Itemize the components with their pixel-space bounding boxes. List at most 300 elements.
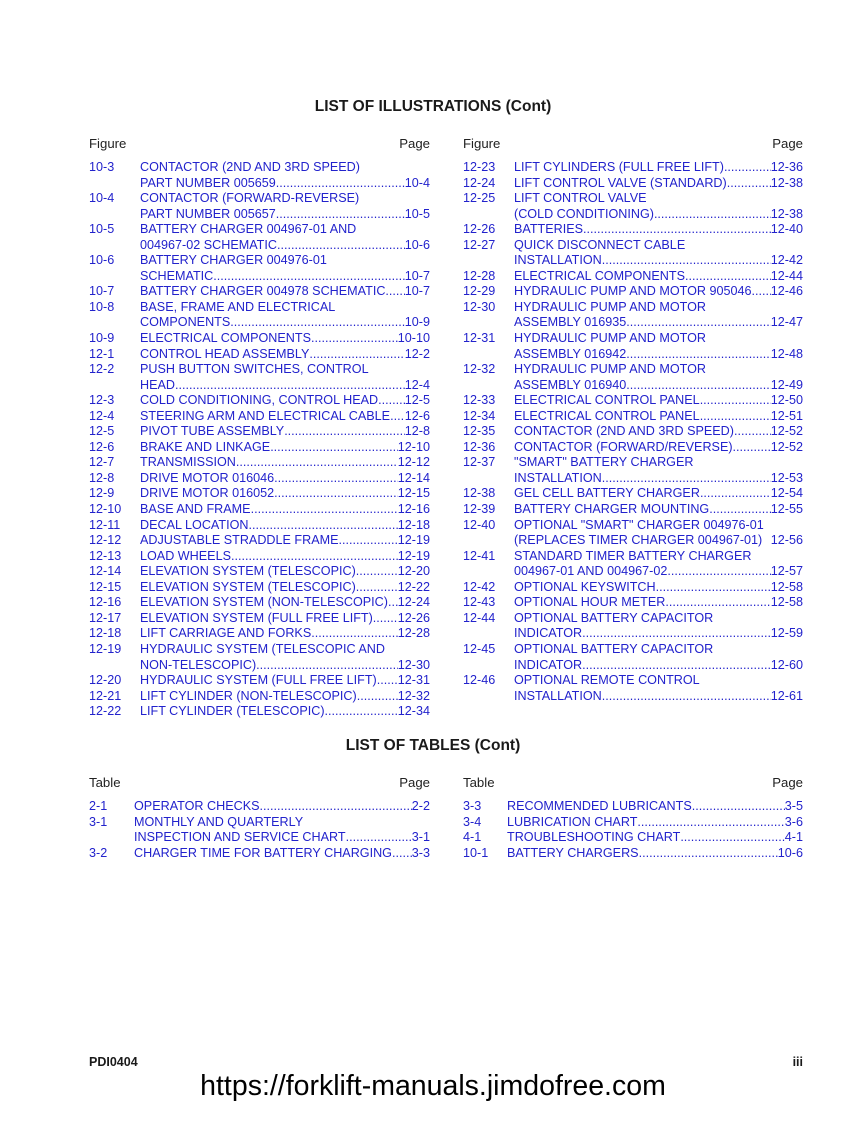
entry-page: 12-8 [404, 424, 430, 439]
toc-entry-line[interactable] [89, 440, 430, 456]
entry-title: (REPLACES TIMER CHARGER 004967-01) [514, 533, 763, 548]
entry-number: 2-1 [89, 799, 108, 813]
toc-entry-line[interactable] [89, 455, 430, 471]
toc-entry-line[interactable] [463, 191, 803, 207]
entry-number: 12-21 [89, 688, 122, 703]
toc-entry-line[interactable] [89, 362, 430, 378]
toc-entry-line[interactable] [463, 300, 803, 316]
entry-title: OPTIONAL BATTERY CAPACITOR [514, 610, 714, 625]
toc-entry-line[interactable] [89, 673, 430, 689]
entry-number: 12-2 [89, 362, 115, 377]
entry-number [89, 238, 140, 254]
entry-page: 12-61 [770, 688, 803, 703]
entry-page: 12-52 [770, 439, 803, 454]
toc-entry-line[interactable] [463, 253, 803, 269]
watermark-url: https://forklift-manuals.jimdofree.com [200, 1070, 666, 1102]
entry-page: 12-40 [770, 222, 803, 237]
toc-entry-line[interactable] [89, 533, 430, 549]
dot-leader [274, 486, 398, 502]
toc-entry-line[interactable] [89, 378, 430, 394]
toc-entry-line[interactable] [89, 626, 430, 642]
entry-number: 12-45 [463, 641, 496, 656]
toc-entry-line[interactable] [89, 799, 430, 815]
toc-entry-line[interactable] [463, 455, 803, 471]
entry-title: CONTACTOR (2ND AND 3RD SPEED) [514, 424, 734, 439]
entry-number: 12-3 [89, 393, 115, 408]
entry-number: 10-9 [89, 331, 115, 346]
entry-title: (COLD CONDITIONING) [514, 206, 654, 221]
entry-page: 4-1 [784, 830, 803, 845]
toc-entry-line[interactable] [89, 331, 430, 347]
entry-title: ELECTRICAL CONTROL PANEL [514, 393, 700, 408]
dot-leader [339, 533, 398, 549]
entry-number: 12-41 [463, 548, 496, 563]
toc-entry-line[interactable] [89, 518, 430, 534]
entry-page: 3-3 [411, 845, 430, 860]
toc-entry-line[interactable] [463, 486, 803, 502]
entry-title: CONTACTOR (2ND AND 3RD SPEED) [140, 160, 360, 174]
entry-number: 12-20 [89, 673, 122, 688]
toc-entry-line[interactable] [463, 502, 803, 518]
entry-number: 12-1 [89, 346, 115, 361]
toc-entry-line[interactable] [463, 160, 803, 176]
entry-title: OPERATOR CHECKS [134, 799, 260, 813]
entry-page: 12-28 [397, 626, 430, 641]
toc-entry-line[interactable] [463, 799, 803, 815]
toc-entry-line[interactable] [463, 284, 803, 300]
entry-page: 12-34 [397, 704, 430, 719]
entry-title: INSTALLATION [514, 688, 602, 703]
entry-page: 12-60 [770, 657, 803, 672]
dot-leader [385, 284, 404, 300]
toc-entry-line[interactable] [89, 658, 430, 674]
entry-title: CHARGER TIME FOR BATTERY CHARGING [134, 845, 392, 860]
toc-entry-line[interactable] [89, 642, 430, 658]
dot-leader [582, 626, 771, 642]
toc-entry-line[interactable] [89, 830, 430, 846]
toc-entry-line[interactable] [89, 300, 430, 316]
entry-number: 12-33 [463, 393, 496, 408]
entry-number: 12-16 [89, 595, 122, 610]
entry-page: 12-14 [397, 470, 430, 485]
entry-number: 12-42 [463, 579, 496, 594]
toc-entry-line[interactable] [463, 564, 803, 580]
entry-number: 12-37 [463, 455, 496, 470]
dot-leader [276, 176, 405, 192]
toc-entry-line[interactable] [463, 238, 803, 254]
entry-title: ELECTRICAL COMPONENTS [514, 268, 685, 283]
toc-entry-line[interactable] [463, 689, 803, 705]
dot-leader [270, 440, 398, 456]
entry-title: BATTERY CHARGERS [507, 845, 639, 860]
entry-page: 10-6 [777, 845, 803, 860]
entry-page: 12-15 [397, 486, 430, 501]
dot-leader [602, 253, 771, 269]
entry-title: ELECTRICAL COMPONENTS [140, 331, 311, 346]
entry-number: 12-18 [89, 626, 122, 641]
table-header: Table [89, 775, 121, 790]
entry-number: 12-24 [463, 175, 496, 190]
entry-page: 10-7 [404, 284, 430, 299]
entry-title: INDICATOR [514, 657, 583, 672]
dot-leader [733, 440, 771, 456]
entry-page: 12-58 [770, 595, 803, 610]
dot-leader [692, 799, 785, 815]
entry-number: 12-46 [463, 673, 496, 688]
figure-header: Figure [463, 136, 501, 151]
entry-page: 12-22 [397, 579, 430, 594]
dot-leader [727, 176, 771, 192]
entry-number: 12-43 [463, 595, 496, 610]
dot-leader [639, 846, 778, 862]
entry-title: CONTROL HEAD ASSEMBLY [140, 346, 310, 361]
entry-title: TRANSMISSION [140, 455, 236, 470]
toc-entry-line[interactable] [89, 815, 430, 831]
entry-title: PART NUMBER 005659 [140, 175, 276, 190]
entry-number: 10-4 [89, 191, 115, 206]
entry-number: 12-23 [463, 160, 496, 174]
entry-page: 3-1 [411, 830, 430, 845]
entry-page: 12-56 [770, 533, 803, 548]
entry-number: 12-6 [89, 439, 115, 454]
toc-entry-line[interactable] [463, 424, 803, 440]
entry-page: 2-2 [411, 799, 430, 813]
entry-page: 12-51 [770, 408, 803, 423]
entry-page: 12-16 [397, 502, 430, 517]
entry-title: COLD CONDITIONING, CONTROL HEAD [140, 393, 379, 408]
entry-number: 12-36 [463, 439, 496, 454]
entry-number: 12-12 [89, 533, 122, 548]
entry-page: 12-55 [770, 502, 803, 517]
entry-page: 10-5 [404, 206, 430, 221]
entry-number [89, 830, 134, 846]
entry-number: 12-29 [463, 284, 496, 299]
entry-number [463, 658, 514, 674]
entry-number: 12-22 [89, 704, 122, 719]
toc-entry-line[interactable] [463, 222, 803, 238]
entry-number [89, 378, 140, 394]
toc-entry-line[interactable] [89, 315, 430, 331]
toc-entry-line[interactable] [463, 471, 803, 487]
toc-entry-line[interactable] [463, 331, 803, 347]
toc-entry-line[interactable] [89, 611, 430, 627]
dot-leader [654, 207, 771, 223]
entry-page: 12-19 [397, 548, 430, 563]
entry-number: 12-39 [463, 502, 496, 517]
entry-page: 12-44 [770, 268, 803, 283]
entry-list [89, 160, 430, 720]
entry-title: HYDRAULIC PUMP AND MOTOR 905046 [514, 284, 752, 299]
entry-page: 12-2 [404, 346, 430, 361]
entry-page: 12-30 [397, 657, 430, 672]
entry-number [89, 315, 140, 331]
toc-entry-line[interactable] [463, 176, 803, 192]
toc-entry-line[interactable] [463, 611, 803, 627]
entry-page: 12-54 [770, 486, 803, 501]
dot-leader [680, 830, 784, 846]
entry-title: HYDRAULIC PUMP AND MOTOR [514, 299, 706, 314]
dot-leader [700, 486, 771, 502]
entry-title: ASSEMBLY 016940 [514, 377, 627, 392]
toc-entry-line[interactable] [463, 815, 803, 831]
entry-page: 12-5 [404, 393, 430, 408]
toc-entry-line[interactable] [463, 378, 803, 394]
entry-title: ELECTRICAL CONTROL PANEL [514, 408, 700, 423]
entry-number [89, 176, 140, 192]
entry-title: 004967-02 SCHEMATIC [140, 237, 277, 252]
entry-number: 12-30 [463, 299, 496, 314]
entry-number [463, 626, 514, 642]
entry-number: 12-13 [89, 548, 122, 563]
toc-entry-line[interactable] [89, 253, 430, 269]
dot-leader [665, 595, 770, 611]
entry-number: 12-9 [89, 486, 115, 501]
dot-leader [667, 564, 770, 580]
entry-page: 12-59 [770, 626, 803, 641]
dot-leader [356, 580, 398, 596]
toc-entry-line[interactable] [463, 549, 803, 565]
entry-title: LIFT CYLINDER (TELESCOPIC) [140, 704, 325, 719]
entry-page: 12-52 [770, 424, 803, 439]
entry-page: 12-32 [397, 688, 430, 703]
toc-entry-line[interactable] [463, 673, 803, 689]
dot-leader [325, 704, 398, 720]
column-header [89, 136, 430, 160]
toc-entry-line[interactable] [89, 595, 430, 611]
entry-page: 12-26 [397, 610, 430, 625]
toc-entry-line[interactable] [463, 626, 803, 642]
entry-title: DRIVE MOTOR 016046 [140, 470, 275, 485]
dot-leader [277, 238, 405, 254]
toc-entry-line[interactable] [89, 393, 430, 409]
entry-title: 004967-01 AND 004967-02 [514, 564, 668, 579]
entry-page: 3-6 [784, 814, 803, 829]
toc-entry-line[interactable] [89, 191, 430, 207]
page-header: Page [772, 775, 803, 790]
entry-list [463, 799, 803, 861]
entry-number: 12-44 [463, 610, 496, 625]
toc-entry-line[interactable] [89, 176, 430, 192]
entry-title: CONTACTOR (FORWARD-REVERSE) [140, 191, 360, 206]
dot-leader [709, 502, 771, 518]
entry-page: 12-36 [770, 160, 803, 174]
entry-title: BATTERY CHARGER 004976-01 [140, 253, 327, 268]
entry-number: 4-1 [463, 830, 482, 845]
entry-number [463, 564, 514, 580]
illustrations-right-column [463, 136, 803, 704]
entry-page: 10-10 [397, 331, 430, 346]
toc-entry-line[interactable] [89, 347, 430, 363]
entry-number: 12-11 [89, 517, 121, 532]
entry-title: OPTIONAL HOUR METER [514, 595, 666, 610]
dot-leader [626, 315, 771, 331]
entry-number [463, 347, 514, 363]
entry-title: TROUBLESHOOTING CHART [507, 830, 681, 845]
dot-leader [378, 393, 405, 409]
entry-title: HYDRAULIC PUMP AND MOTOR [514, 331, 706, 346]
entry-title: LIFT CONTROL VALVE [514, 191, 647, 206]
toc-entry-line[interactable] [89, 580, 430, 596]
entry-number: 10-5 [89, 222, 115, 237]
illustrations-left-column [89, 136, 430, 720]
dot-leader [390, 409, 405, 425]
entry-number: 10-6 [89, 253, 115, 268]
toc-entry-line[interactable] [89, 284, 430, 300]
entry-number: 12-25 [463, 191, 496, 206]
page-number: iii [792, 1055, 803, 1069]
entry-number: 12-15 [89, 579, 122, 594]
dot-leader [213, 269, 405, 285]
entry-number: 3-3 [463, 799, 482, 813]
entry-page: 12-53 [770, 470, 803, 485]
entry-page: 12-10 [397, 439, 430, 454]
entry-title: LIFT CYLINDERS (FULL FREE LIFT) [514, 160, 724, 174]
entry-title: BATTERY CHARGER MOUNTING [514, 502, 710, 517]
entry-title: RECOMMENDED LUBRICANTS [507, 799, 692, 813]
entry-title: HEAD [140, 377, 175, 392]
entry-number: 12-7 [89, 455, 115, 470]
entry-number: 12-40 [463, 517, 496, 532]
entry-page: 12-31 [397, 673, 430, 688]
page-header: Page [399, 136, 430, 151]
entry-number: 12-10 [89, 502, 122, 517]
entry-number: 12-4 [89, 408, 115, 423]
dot-leader [276, 207, 405, 223]
dot-leader [700, 409, 771, 425]
toc-entry-line[interactable] [463, 846, 803, 862]
tables-title: LIST OF TABLES (Cont) [345, 737, 521, 754]
toc-entry-line[interactable] [89, 846, 430, 862]
toc-entry-line[interactable] [463, 315, 803, 331]
dot-leader [392, 846, 412, 862]
toc-entry-line[interactable] [89, 222, 430, 238]
dot-leader [311, 331, 398, 347]
entry-number: 10-7 [89, 284, 115, 299]
dot-leader [251, 502, 398, 518]
entry-title: NON-TELESCOPIC) [140, 657, 257, 672]
page-header: Page [772, 136, 803, 151]
entry-title: INSTALLATION [514, 470, 602, 485]
entry-title: SCHEMATIC [140, 268, 214, 283]
toc-entry-line[interactable] [463, 269, 803, 285]
toc-entry-line[interactable] [89, 238, 430, 254]
dot-leader [734, 424, 771, 440]
toc-entry-line[interactable] [463, 409, 803, 425]
dot-leader [388, 595, 398, 611]
dot-leader [311, 626, 398, 642]
toc-entry-line[interactable] [463, 440, 803, 456]
entry-title: ELEVATION SYSTEM (TELESCOPIC) [140, 564, 356, 579]
toc-entry-line[interactable] [463, 595, 803, 611]
entry-title: INSTALLATION [514, 253, 602, 268]
entry-title: LOAD WHEELS [140, 548, 231, 563]
entry-page: 12-24 [397, 595, 430, 610]
toc-entry-line[interactable] [89, 207, 430, 223]
entry-title: OPTIONAL REMOTE CONTROL [514, 673, 700, 688]
entry-title: STANDARD TIMER BATTERY CHARGER [514, 548, 752, 563]
page-header: Page [399, 775, 430, 790]
entry-title: BATTERIES [514, 222, 584, 237]
toc-entry-line[interactable] [89, 424, 430, 440]
dot-leader [656, 580, 771, 596]
entry-number: 12-14 [89, 564, 122, 579]
toc-entry-line[interactable] [463, 642, 803, 658]
entry-number [463, 471, 514, 487]
dot-leader [762, 533, 771, 549]
entry-title: BATTERY CHARGER 004967-01 AND [140, 222, 357, 237]
dot-leader [346, 830, 412, 846]
toc-entry-line[interactable] [463, 518, 803, 534]
dot-leader [752, 284, 771, 300]
entry-page: 12-46 [770, 284, 803, 299]
entry-page: 12-58 [770, 579, 803, 594]
toc-entry-line[interactable] [463, 347, 803, 363]
toc-entry-line[interactable] [463, 362, 803, 378]
entry-title: PIVOT TUBE ASSEMBLY [140, 424, 285, 439]
toc-entry-line[interactable] [89, 409, 430, 425]
toc-entry-line[interactable] [89, 269, 430, 285]
toc-entry-line[interactable] [463, 207, 803, 223]
entry-number [463, 378, 514, 394]
entry-number: 10-8 [89, 299, 115, 314]
toc-entry-line[interactable] [463, 658, 803, 674]
dot-leader [256, 658, 398, 674]
dot-leader [377, 673, 398, 689]
entry-title: HYDRAULIC SYSTEM (FULL FREE LIFT) [140, 673, 377, 688]
toc-entry-line[interactable] [463, 533, 803, 549]
toc-entry-line[interactable] [89, 549, 430, 565]
entry-title: MONTHLY AND QUARTERLY [134, 814, 304, 829]
dot-leader [700, 393, 771, 409]
toc-entry-line[interactable] [89, 486, 430, 502]
dot-leader [309, 347, 404, 363]
toc-entry-line[interactable] [89, 160, 430, 176]
dot-leader [284, 424, 405, 440]
toc-entry-line[interactable] [89, 689, 430, 705]
entry-title: DECAL LOCATION [140, 517, 249, 532]
entry-title: STEERING ARM AND ELECTRICAL CABLE [140, 408, 391, 423]
toc-entry-line[interactable] [89, 564, 430, 580]
entry-number [89, 658, 140, 674]
entry-title: DRIVE MOTOR 016052 [140, 486, 275, 501]
illustrations-title: LIST OF ILLUSTRATIONS (Cont) [314, 98, 552, 115]
toc-entry-line[interactable] [89, 502, 430, 518]
entry-title: OPTIONAL KEYSWITCH [514, 579, 656, 594]
entry-page: 12-48 [770, 346, 803, 361]
entry-number [463, 253, 514, 269]
entry-number: 12-31 [463, 331, 496, 346]
entry-page: 12-12 [397, 455, 430, 470]
entry-title: ELEVATION SYSTEM (FULL FREE LIFT) [140, 610, 373, 625]
dot-leader [582, 658, 771, 674]
column-header [463, 775, 803, 799]
dot-leader [583, 222, 771, 238]
toc-entry-line[interactable] [89, 471, 430, 487]
toc-entry-line[interactable] [463, 580, 803, 596]
toc-entry-line[interactable] [463, 393, 803, 409]
entry-number [463, 533, 514, 549]
entry-number [463, 689, 514, 705]
entry-page: 12-4 [404, 377, 430, 392]
entry-title: LIFT CYLINDER (NON-TELESCOPIC) [140, 688, 357, 703]
entry-title: OPTIONAL "SMART" CHARGER 004976-01 [514, 517, 764, 532]
entry-list [463, 160, 803, 704]
dot-leader [248, 518, 397, 534]
toc-entry-line[interactable] [89, 704, 430, 720]
entry-number: 12-32 [463, 362, 496, 377]
toc-entry-line[interactable] [463, 830, 803, 846]
entry-page: 10-9 [404, 315, 430, 330]
